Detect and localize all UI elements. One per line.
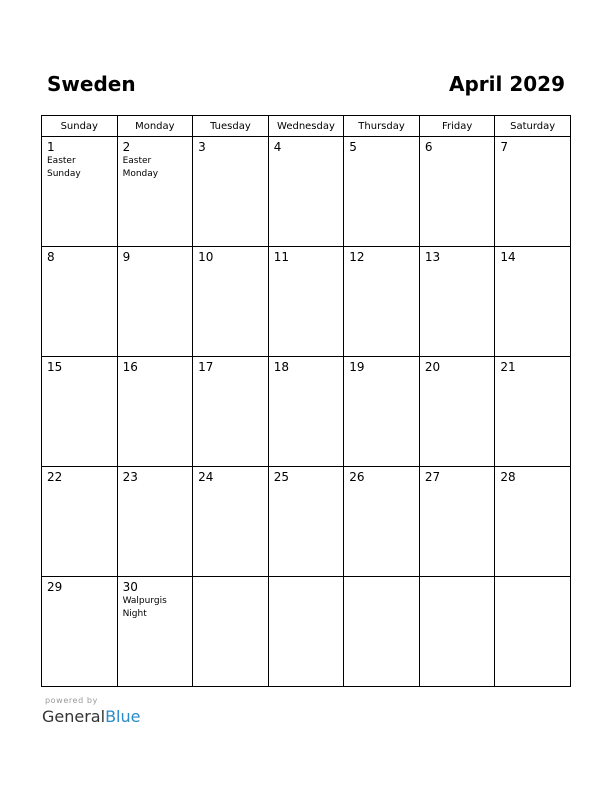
empty-day-cell — [268, 577, 344, 687]
day-cell — [419, 247, 495, 357]
week-row — [42, 247, 571, 357]
day-number: 19 — [349, 360, 365, 374]
day-number: 21 — [500, 360, 516, 374]
weekday-header-thursday: Thursday — [344, 116, 420, 137]
holiday-label: Easter Sunday — [47, 156, 81, 179]
day-number: 7 — [500, 140, 509, 154]
weekday-header-wednesday: Wednesday — [268, 116, 344, 137]
empty-day-cell — [495, 577, 571, 687]
day-cell — [419, 467, 495, 577]
day-cell — [344, 357, 420, 467]
day-number: 28 — [500, 470, 516, 484]
day-cell — [268, 137, 344, 247]
day-number: 13 — [424, 250, 441, 264]
week-row — [42, 137, 571, 247]
day-number: 22 — [47, 470, 63, 484]
day-cell — [419, 137, 495, 247]
day-cell — [344, 467, 420, 577]
empty-day-cell — [193, 577, 269, 687]
day-cell — [42, 137, 118, 247]
generalblue-logo[interactable] — [42, 706, 140, 728]
day-number: 12 — [349, 250, 365, 264]
calendar-grid — [41, 115, 571, 687]
day-number: 2 — [122, 140, 131, 154]
empty-day-cell — [344, 577, 420, 687]
weekday-header-monday: Monday — [117, 116, 193, 137]
footer — [42, 696, 140, 728]
powered-by-text: powered by — [45, 696, 98, 705]
day-cell — [495, 357, 571, 467]
day-cell — [42, 357, 118, 467]
day-number: 30 — [122, 580, 138, 594]
weekday-header-row — [42, 116, 571, 137]
weekday-header-tuesday: Tuesday — [193, 116, 269, 137]
day-number: 3 — [198, 140, 206, 154]
weekday-header-sunday: Sunday — [42, 116, 118, 137]
weekday-header-friday: Friday — [419, 116, 495, 137]
day-number: 6 — [424, 140, 433, 154]
day-cell — [42, 247, 118, 357]
day-number: 25 — [273, 470, 289, 484]
month-title: April 2029 — [449, 72, 565, 96]
day-cell — [193, 467, 269, 577]
day-number: 16 — [122, 360, 138, 374]
day-cell — [419, 357, 495, 467]
day-number: 15 — [47, 360, 63, 374]
day-cell — [117, 357, 193, 467]
day-cell — [344, 247, 420, 357]
week-row — [42, 357, 571, 467]
empty-day-cell — [419, 577, 495, 687]
calendar-body — [42, 137, 571, 687]
day-cell — [117, 137, 193, 247]
country-title: Sweden — [47, 72, 136, 96]
day-cell — [268, 357, 344, 467]
day-number: 11 — [273, 250, 289, 264]
brand-blue-text: Blue — [105, 707, 141, 726]
day-number: 10 — [198, 250, 214, 264]
day-number: 17 — [198, 360, 214, 374]
weekday-header-saturday: Saturday — [495, 116, 571, 137]
day-cell — [117, 467, 193, 577]
day-number: 20 — [424, 360, 441, 374]
day-cell — [495, 247, 571, 357]
day-number: 24 — [198, 470, 214, 484]
day-cell — [495, 137, 571, 247]
week-row — [42, 467, 571, 577]
day-cell — [344, 137, 420, 247]
day-cell — [268, 247, 344, 357]
day-number: 14 — [500, 250, 516, 264]
day-cell — [42, 577, 118, 687]
brand-general-text: General — [42, 707, 106, 726]
day-number: 4 — [273, 140, 282, 154]
day-number: 26 — [349, 470, 365, 484]
day-cell — [117, 247, 193, 357]
day-cell — [495, 467, 571, 577]
day-number: 8 — [47, 250, 55, 264]
day-cell — [193, 137, 269, 247]
day-cell — [42, 467, 118, 577]
day-number: 5 — [349, 140, 357, 154]
day-number: 18 — [273, 360, 289, 374]
day-cell — [117, 577, 193, 687]
day-number: 27 — [424, 470, 441, 484]
day-number: 1 — [47, 140, 55, 154]
day-cell — [193, 247, 269, 357]
holiday-label: Walpurgis Night — [122, 596, 167, 619]
day-number: 9 — [122, 250, 131, 264]
day-cell — [268, 467, 344, 577]
holiday-label: Easter Monday — [122, 156, 159, 179]
day-number: 23 — [122, 470, 138, 484]
day-number: 29 — [47, 580, 63, 594]
day-cell — [193, 357, 269, 467]
week-row — [42, 577, 571, 687]
